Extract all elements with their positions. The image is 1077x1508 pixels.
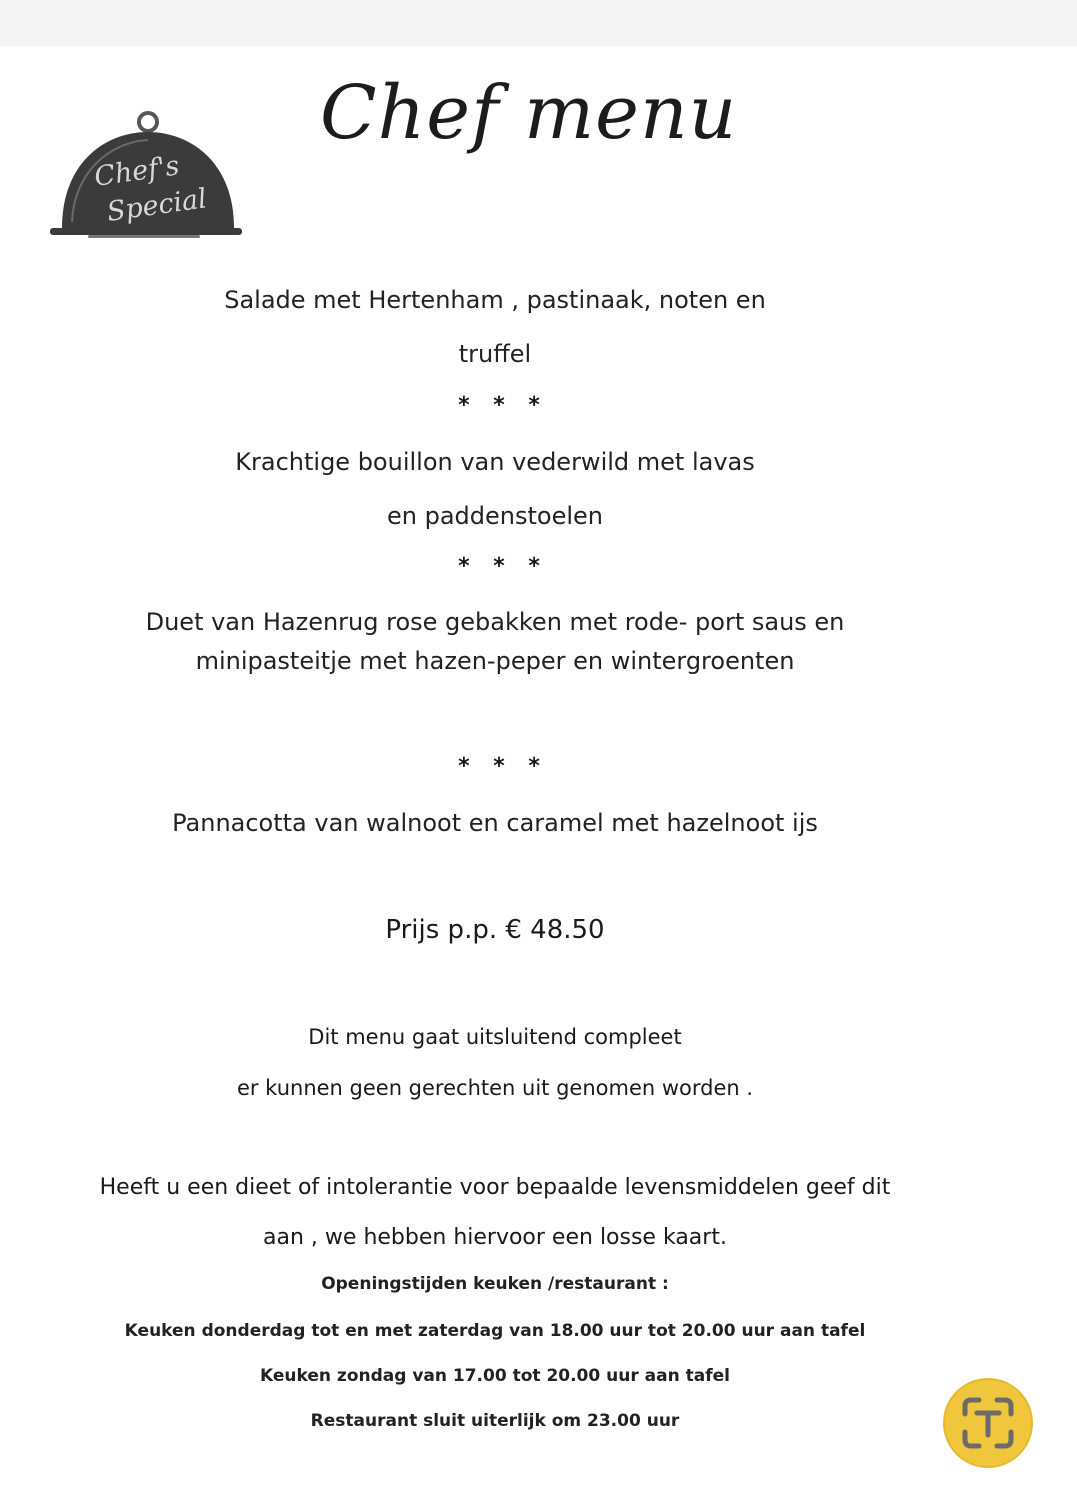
course2-line2: en paddenstoelen bbox=[387, 502, 603, 530]
course3-line1: Duet van Hazenrug rose gebakken met rode- port saus en bbox=[145, 608, 845, 636]
course1-line1: Salade met Hertenham , pastinaak, noten en bbox=[224, 286, 766, 314]
svg-text:Special: Special bbox=[105, 183, 209, 228]
chefs-special-logo bbox=[48, 110, 244, 242]
note-line2: er kunnen geen gerechten uit genomen worden . bbox=[236, 1076, 754, 1100]
hours-line1: Keuken donderdag tot en met zaterdag van 18.00 uur tot 20.00 uur aan tafel bbox=[124, 1321, 866, 1341]
note-line1: Dit menu gaat uitsluitend compleet bbox=[308, 1025, 682, 1049]
hours-heading: Openingstijden keuken /restaurant : bbox=[321, 1274, 669, 1294]
menu-price: Prijs p.p. € 48.50 bbox=[385, 915, 605, 945]
text-scan-button[interactable] bbox=[945, 1380, 1031, 1466]
course3-line2: minipasteitje met hazen-peper en wintergroenten bbox=[195, 647, 795, 675]
diet-note-line1: Heeft u een dieet of intolerantie voor bepaalde levensmiddelen geef dit bbox=[99, 1175, 891, 1200]
cloche-icon bbox=[48, 110, 244, 242]
course2-line1: Krachtige bouillon van vederwild met lavas bbox=[235, 448, 755, 476]
hours-line3: Restaurant sluit uiterlijk om 23.00 uur bbox=[310, 1411, 680, 1431]
top-bar bbox=[0, 0, 1077, 46]
text-scan-icon bbox=[945, 1380, 1031, 1466]
separator-3: * * * bbox=[458, 754, 548, 779]
separator-2: * * * bbox=[458, 554, 548, 579]
separator-1: * * * bbox=[458, 393, 548, 418]
page-title: Chef menu bbox=[320, 70, 738, 156]
svg-text:Chef's: Chef's bbox=[92, 150, 182, 193]
course4: Pannacotta van walnoot en caramel met hazelnoot ijs bbox=[172, 809, 818, 837]
hours-line2: Keuken zondag van 17.00 tot 20.00 uur aan tafel bbox=[260, 1366, 730, 1386]
diet-note-line2: aan , we hebben hiervoor een losse kaart. bbox=[263, 1225, 727, 1250]
course1-line2: truffel bbox=[458, 340, 532, 368]
